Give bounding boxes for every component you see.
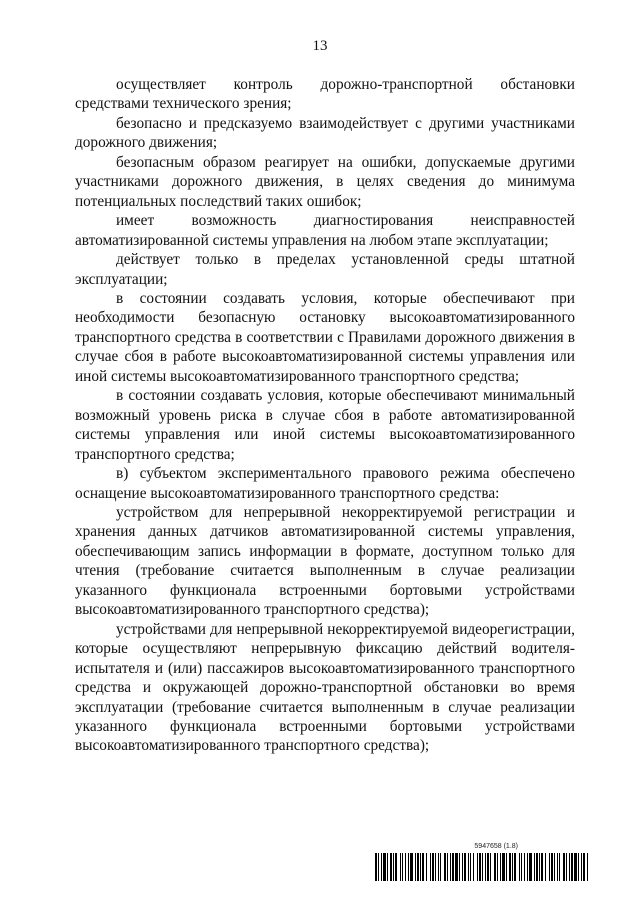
- paragraph: действует только в пределах установленной среды штатной эксплуатации;: [75, 251, 575, 288]
- paragraph: безопасно и предсказуемо взаимодействует с другими участниками дорожного движения;: [75, 114, 575, 152]
- page-number: 13: [312, 38, 328, 54]
- paragraph: устройствами для непрерывной некорректируемой видеорегистрации, которые осуществляют непрерывную фиксацию действий водителя-испытателя и (или) пассажиров высокоавтоматизированного транспортного средства и окружающей дорожно-транспортной обстановки во время эксплуатации (требование считается выполненным в случае реализации указанного функционала встроенными бортовыми устройствами высокоавтоматизированного транспортного средства);: [75, 620, 575, 755]
- paragraph: имеет возможность диагностирования неисправностей автоматизированной системы управления на любом этапе эксплуатации;: [75, 212, 575, 249]
- paragraph: осуществляет контроль дорожно-транспортной обстановки средствами технического зрения;: [75, 76, 575, 113]
- barcode-id: 5947658 (1.8): [474, 843, 518, 850]
- paragraph: в) субъектом экспериментального правового режима обеспечено оснащение высокоавтоматизированного транспортного средства:: [75, 465, 575, 502]
- paragraph: безопасным образом реагирует на ошибки, допускаемые другими участниками дорожного движения, в целях сведения до минимума потенциальных последствий таких ошибок;: [75, 153, 575, 210]
- paragraph: в состоянии создавать условия, которые обеспечивают при необходимости безопасную остановку высокоавтоматизированного транспортного средства в соответствии с Правилами дорожного движения в случае сбоя в работе высокоавтоматизированной системы управления или иной системы высокоавтоматизированного транспортного средства;: [75, 289, 575, 385]
- paragraph: устройством для непрерывной некорректируемой регистрации и хранения данных датчиков автоматизированной системы управления, обеспечивающим запись информации в формате, доступном только для чтения (требование считается выполненным в случае реализации указанного функционала встроенными бортовыми устройствами высокоавтоматизированного транспортного средства);: [75, 503, 575, 619]
- paragraph: в состоянии создавать условия, которые обеспечивают минимальный возможный уровень риска в случае сбоя в работе автоматизированной системы управления или иной системы высокоавтоматизированного транспортного средства;: [75, 387, 575, 463]
- document-body: [75, 75, 575, 756]
- document-barcode: [375, 843, 590, 883]
- barcode-icon: [375, 853, 590, 881]
